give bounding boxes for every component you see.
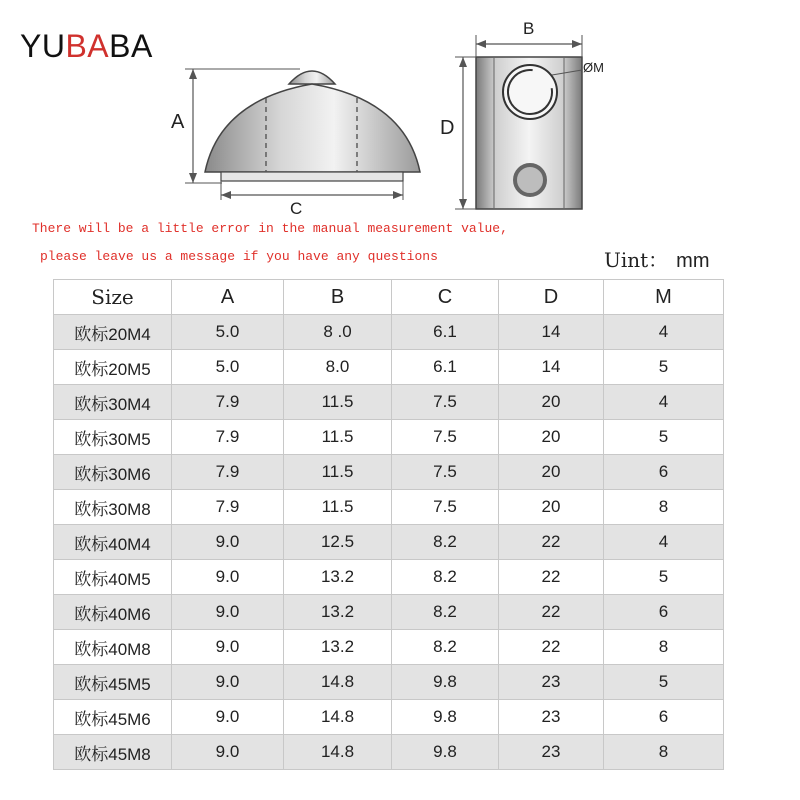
cell-size: 欧标40M5: [54, 560, 172, 595]
brand-accent: BA: [65, 28, 110, 64]
cell-m: 6: [604, 595, 724, 630]
table-row: [54, 560, 724, 595]
measurement-note-line1: There will be a little error in the manual measurement value,: [32, 221, 508, 236]
brand-suffix: BA: [109, 28, 153, 64]
cell-d: 20: [499, 490, 604, 525]
table-row: [54, 455, 724, 490]
technical-drawing: [0, 0, 800, 220]
cell-d: 20: [499, 385, 604, 420]
header-b: B: [284, 280, 392, 315]
size-spec-table: [53, 279, 724, 770]
cell-b: 8 .0: [284, 315, 392, 350]
cell-size: 欧标30M8: [54, 490, 172, 525]
header-m: M: [604, 280, 724, 315]
top-view: [455, 35, 582, 209]
cell-d: 22: [499, 630, 604, 665]
cell-b: 13.2: [284, 630, 392, 665]
cell-b: 14.8: [284, 700, 392, 735]
cell-size: 欧标30M6: [54, 455, 172, 490]
table-row: [54, 735, 724, 770]
cell-m: 5: [604, 420, 724, 455]
cell-a: 7.9: [172, 455, 284, 490]
table-row: [54, 700, 724, 735]
header-d: D: [499, 280, 604, 315]
cell-a: 9.0: [172, 735, 284, 770]
cell-b: 11.5: [284, 455, 392, 490]
measurement-note-line2: please leave us a message if you have any questions: [40, 249, 438, 264]
cell-c: 7.5: [392, 455, 499, 490]
table-row: [54, 490, 724, 525]
cell-b: 13.2: [284, 560, 392, 595]
cell-m: 4: [604, 525, 724, 560]
cell-m: 8: [604, 490, 724, 525]
cell-d: 20: [499, 420, 604, 455]
cell-a: 5.0: [172, 350, 284, 385]
cell-c: 8.2: [392, 525, 499, 560]
cell-b: 13.2: [284, 595, 392, 630]
cell-c: 7.5: [392, 385, 499, 420]
cell-a: 5.0: [172, 315, 284, 350]
cell-b: 14.8: [284, 735, 392, 770]
unit-value: mm: [676, 250, 710, 272]
cell-a: 7.9: [172, 385, 284, 420]
cell-d: 22: [499, 560, 604, 595]
label-a: A: [171, 111, 185, 133]
cell-size: 欧标45M8: [54, 735, 172, 770]
cell-c: 8.2: [392, 595, 499, 630]
table-row: [54, 385, 724, 420]
unit-prefix: Uint：: [604, 248, 669, 272]
cell-a: 9.0: [172, 700, 284, 735]
cell-b: 8.0: [284, 350, 392, 385]
cell-d: 23: [499, 665, 604, 700]
cell-b: 11.5: [284, 385, 392, 420]
unit-label: [604, 244, 710, 273]
cell-c: 9.8: [392, 735, 499, 770]
cell-d: 14: [499, 350, 604, 385]
cell-c: 8.2: [392, 560, 499, 595]
table-row: [54, 350, 724, 385]
cell-d: 20: [499, 455, 604, 490]
cell-m: 4: [604, 385, 724, 420]
brand-prefix: YU: [20, 28, 66, 64]
header-a: A: [172, 280, 284, 315]
cell-m: 8: [604, 735, 724, 770]
cell-size: 欧标20M4: [54, 315, 172, 350]
table-row: [54, 420, 724, 455]
table-row: [54, 595, 724, 630]
cell-size: 欧标30M5: [54, 420, 172, 455]
cell-a: 9.0: [172, 595, 284, 630]
front-view: [185, 69, 420, 200]
table-row: [54, 630, 724, 665]
cell-size: 欧标40M8: [54, 630, 172, 665]
cell-c: 7.5: [392, 420, 499, 455]
cell-c: 6.1: [392, 315, 499, 350]
cell-m: 4: [604, 315, 724, 350]
cell-d: 22: [499, 525, 604, 560]
cell-a: 9.0: [172, 630, 284, 665]
header-size: Size: [54, 280, 172, 315]
cell-a: 9.0: [172, 525, 284, 560]
cell-a: 9.0: [172, 665, 284, 700]
cell-b: 11.5: [284, 420, 392, 455]
cell-m: 5: [604, 665, 724, 700]
cell-m: 5: [604, 350, 724, 385]
cell-size: 欧标30M4: [54, 385, 172, 420]
cell-size: 欧标45M5: [54, 665, 172, 700]
cell-d: 14: [499, 315, 604, 350]
header-c: C: [392, 280, 499, 315]
label-c: C: [290, 199, 303, 218]
cell-d: 22: [499, 595, 604, 630]
label-b: B: [523, 19, 535, 38]
cell-d: 23: [499, 700, 604, 735]
cell-size: 欧标40M4: [54, 525, 172, 560]
cell-m: 6: [604, 455, 724, 490]
cell-c: 9.8: [392, 700, 499, 735]
label-d: D: [440, 117, 455, 139]
label-m: ØM: [583, 60, 604, 75]
cell-b: 14.8: [284, 665, 392, 700]
table-row: [54, 525, 724, 560]
cell-m: 6: [604, 700, 724, 735]
cell-b: 11.5: [284, 490, 392, 525]
cell-a: 7.9: [172, 420, 284, 455]
cell-size: 欧标45M6: [54, 700, 172, 735]
cell-a: 7.9: [172, 490, 284, 525]
cell-size: 欧标40M6: [54, 595, 172, 630]
cell-c: 6.1: [392, 350, 499, 385]
cell-c: 8.2: [392, 630, 499, 665]
table-row: [54, 315, 724, 350]
table-row: [54, 665, 724, 700]
cell-d: 23: [499, 735, 604, 770]
cell-a: 9.0: [172, 560, 284, 595]
cell-c: 9.8: [392, 665, 499, 700]
cell-m: 8: [604, 630, 724, 665]
table-header-row: [54, 280, 724, 315]
cell-c: 7.5: [392, 490, 499, 525]
cell-b: 12.5: [284, 525, 392, 560]
cell-m: 5: [604, 560, 724, 595]
cell-size: 欧标20M5: [54, 350, 172, 385]
